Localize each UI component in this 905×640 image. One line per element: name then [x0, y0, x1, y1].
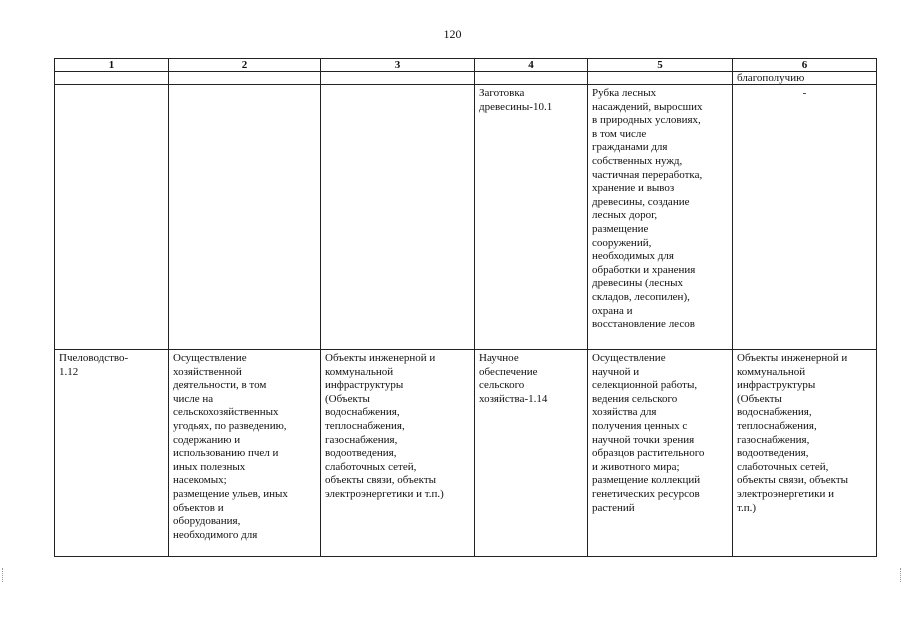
table-cell: Осуществление научной и селекционной работы, ведения сельского хозяйства для получения ценных с научной точки зрения образцов растительного и животного мира; размещение коллекций генетических ресурсов растений [588, 350, 733, 557]
scan-edge-mark [900, 568, 903, 582]
table-cell [475, 72, 588, 85]
column-header: 1 [55, 59, 169, 72]
column-header: 6 [733, 59, 877, 72]
scan-edge-mark [2, 568, 5, 582]
table-row [55, 85, 877, 350]
empty-value-dash: - [802, 87, 807, 99]
table-cell: Осуществление хозяйственной деятельности, в том числе на сельскохозяйственных угодьях, по разведению, содержанию и использованию пчел и иных полезных насекомых; размещение ульев, иных объектов и оборудования, необходимого для [169, 350, 321, 557]
column-header: 4 [475, 59, 588, 72]
table-row-continuation [55, 72, 877, 85]
table-cell [55, 85, 169, 350]
table-cell [321, 85, 475, 350]
column-header: 5 [588, 59, 733, 72]
table-cell: Рубка лесных насаждений, выросших в природных условиях, в том числе гражданами для собственных нужд, частичная переработка, хранение и вывоз древесины, создание лесных дорог, размещение сооружений, необходимых для обработки и хранения древесины (лесных складов, лесопилен), охрана и восстановление лесов [588, 85, 733, 350]
table-row [55, 350, 877, 557]
table-cell: благополучию [733, 72, 877, 85]
table-header-row [55, 59, 877, 72]
table-cell: Объекты инженерной и коммунальной инфраструктуры (Объекты водоснабжения, теплоснабжения, газоснабжения, водоотведения, слаботочных сетей, объекты связи, объекты электроэнергетики и т.п.) [733, 350, 877, 557]
page-number: 120 [443, 27, 462, 41]
table-cell: Объекты инженерной и коммунальной инфраструктуры (Объекты водоснабжения, теплоснабжения, газоснабжения, водоотведения, слаботочных сетей, объекты связи, объекты электроэнергетики и т.п.) [321, 350, 475, 557]
table-cell [321, 72, 475, 85]
column-header: 3 [321, 59, 475, 72]
table-cell: Заготовка древесины-10.1 [475, 85, 588, 350]
table-cell: Научное обеспечение сельского хозяйства-1.14 [475, 350, 588, 557]
table-cell [169, 85, 321, 350]
table-cell [55, 72, 169, 85]
column-header: 2 [169, 59, 321, 72]
table-cell [733, 85, 877, 350]
table-cell: Пчеловодство- 1.12 [55, 350, 169, 557]
table-cell [588, 72, 733, 85]
table-cell [169, 72, 321, 85]
land-use-table [54, 58, 877, 557]
